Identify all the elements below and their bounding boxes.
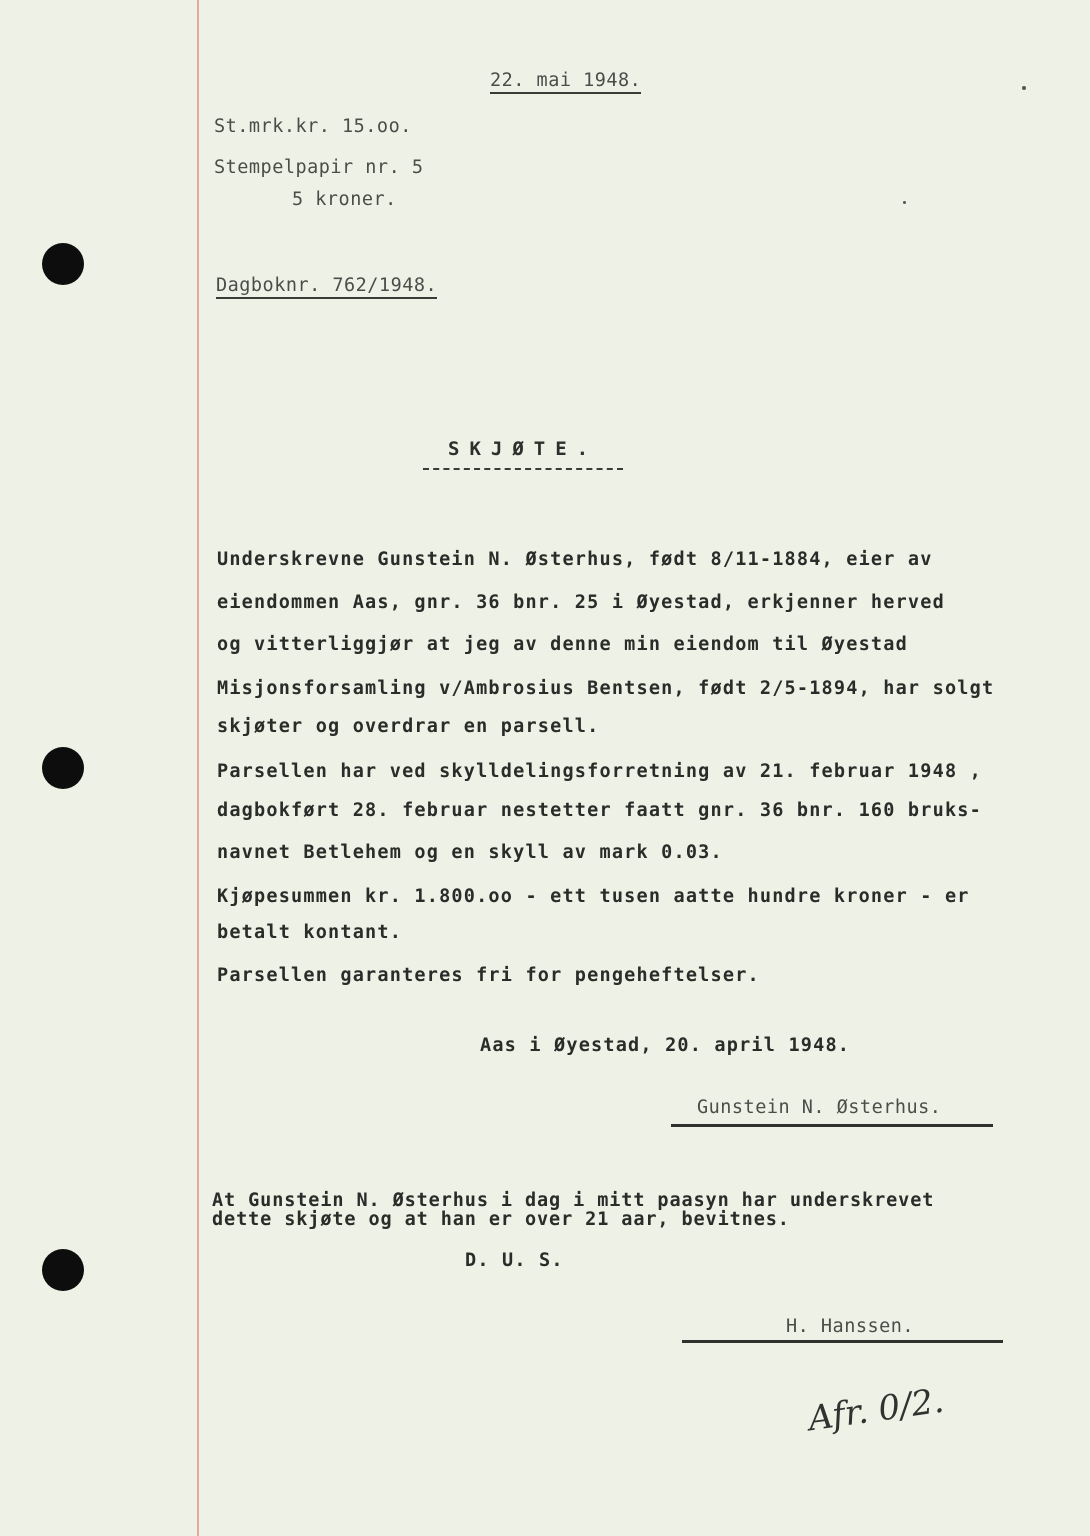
body-line: Underskrevne Gunstein N. Østerhus, født 8/11-1884, eier av <box>217 549 933 570</box>
witness-signature-line <box>682 1340 1003 1343</box>
body-line: Misjonsforsamling v/Ambrosius Bentsen, født 2/5-1894, har solgt <box>217 678 995 699</box>
body-line: eiendommen Aas, gnr. 36 bnr. 25 i Øyestad, erkjenner herved <box>217 592 945 613</box>
signer-signature-line <box>671 1124 993 1127</box>
ink-speck <box>903 201 906 204</box>
body-line: Parsellen garanteres fri for pengeheftelser. <box>217 965 760 986</box>
body-line: betalt kontant. <box>217 922 403 943</box>
dus-mark: D. U. S. <box>465 1250 564 1271</box>
body-line: navnet Betlehem og en skyll av mark 0.03. <box>217 842 723 863</box>
witness-name: H. Hanssen. <box>786 1316 915 1337</box>
ink-speck <box>1022 86 1026 90</box>
punch-hole-bottom <box>42 1249 84 1291</box>
body-line: og vitterliggjør at jeg av denne min eiendom til Øyestad <box>217 634 908 655</box>
margin-line <box>197 0 199 1536</box>
punch-hole-middle <box>42 747 84 789</box>
title-underline <box>423 468 623 470</box>
stamp-value: 5 kroner. <box>292 189 397 210</box>
stamp-fee: St.mrk.kr. 15.oo. <box>214 116 412 137</box>
stamp-paper: Stempelpapir nr. 5 <box>214 157 424 178</box>
handwritten-note: Afr. 0/2. <box>805 1380 947 1440</box>
document-date: 22. mai 1948. <box>490 70 641 94</box>
body-line: skjøter og overdrar en parsell. <box>217 716 600 737</box>
document-title: SKJØTE. <box>448 438 599 460</box>
body-line: Parsellen har ved skylldelingsforretning av 21. februar 1948 , <box>217 761 982 782</box>
signer-name: Gunstein N. Østerhus. <box>697 1097 942 1118</box>
body-line: dagbokført 28. februar nestetter faatt gnr. 36 bnr. 160 bruks- <box>217 800 982 821</box>
place-date: Aas i Øyestad, 20. april 1948. <box>480 1035 851 1056</box>
witness-statement-line: At Gunstein N. Østerhus i dag i mitt paasyn har underskrevet <box>212 1190 935 1211</box>
witness-statement-line: dette skjøte og at han er over 21 aar, bevitnes. <box>212 1209 790 1230</box>
body-line: Kjøpesummen kr. 1.800.oo - ett tusen aatte hundre kroner - er <box>217 886 970 907</box>
journal-number: Dagboknr. 762/1948. <box>216 275 437 299</box>
punch-hole-top <box>42 243 84 285</box>
